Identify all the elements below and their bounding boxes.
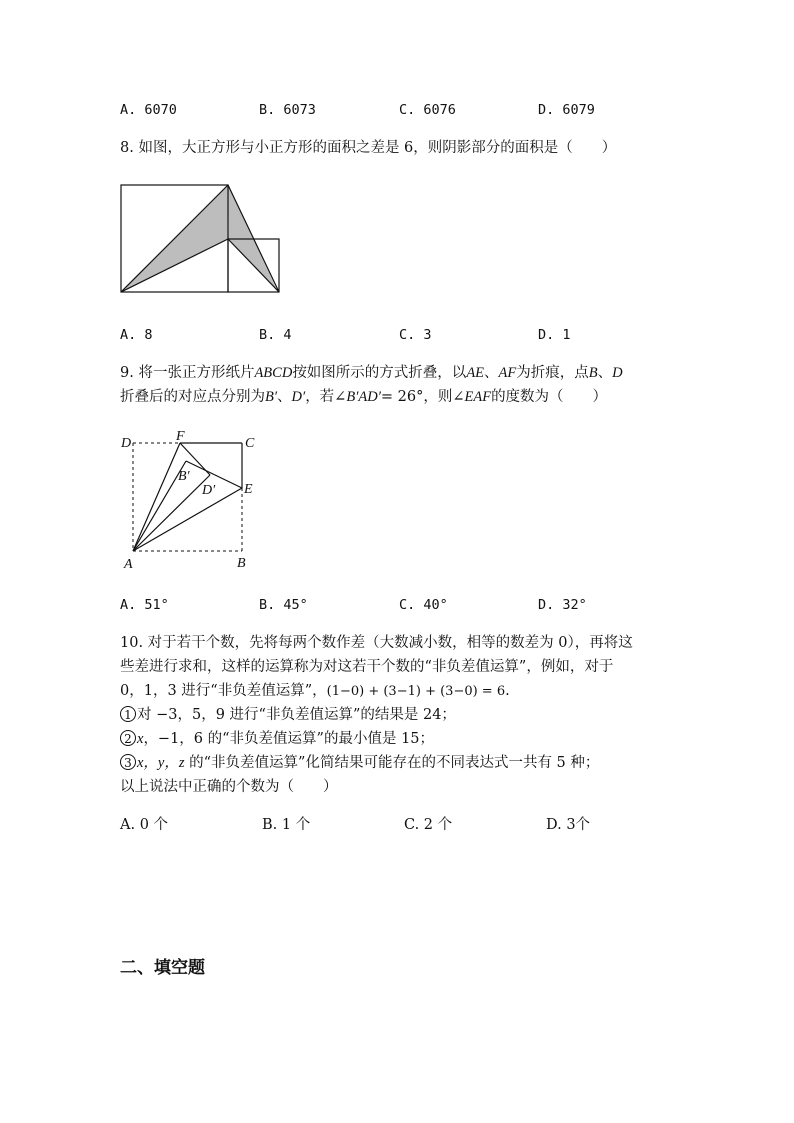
- q7-option-d: D. 6079: [538, 102, 595, 118]
- q8-option-c: C. 3: [399, 327, 432, 343]
- q8-option-d: D. 1: [538, 327, 571, 343]
- q7-option-c: C. 6076: [399, 102, 456, 118]
- q9-label-d-prime: D′: [202, 483, 216, 498]
- q9-figure: [118, 428, 268, 574]
- q8-option-b: B. 4: [259, 327, 292, 343]
- q10-statement-2: 2 x，−1，6 的“非负差值运算”的最小值是 15；: [120, 729, 434, 749]
- circled-number-1: 1: [120, 706, 136, 722]
- q9-option-a: A. 51°: [120, 597, 169, 613]
- q9-option-d: D. 32°: [538, 597, 587, 613]
- q10-option-c: C. 2 个: [404, 817, 453, 833]
- q9-label-f: F: [176, 429, 185, 444]
- q9-fold-af: [133, 443, 180, 551]
- q10-option-b: B. 1 个: [262, 817, 311, 833]
- circled-number-3: 3: [120, 754, 136, 770]
- q10-question: 以上说法中正确的个数为（ ）: [120, 779, 338, 795]
- q10-statement-3: 3 x，y，z 的“非负差值运算”化简结果可能存在的不同表达式一共有 5 种；: [120, 753, 599, 773]
- q9-label-c: C: [245, 436, 255, 451]
- q9-label-b-prime: B′: [178, 469, 190, 484]
- q9-label-a: A: [124, 557, 133, 572]
- q9-label-d: D: [121, 436, 132, 451]
- q10-line2: 些差进行求和，这样的运算称为对这若干个数的“非负差值运算”，例如，对于: [120, 659, 614, 675]
- circled-number-2: 2: [120, 730, 136, 746]
- q9-label-e: E: [244, 482, 253, 497]
- q7-option-a: A. 6070: [120, 102, 177, 118]
- q9-label-b: B: [237, 556, 246, 571]
- q10-option-d: D. 3个: [546, 817, 591, 833]
- q10-line3: 0，1，3 进行“非负差值运算”，(1−0) + (3−1) + (3−0) = 6.: [120, 683, 510, 699]
- q8-figure: [118, 182, 288, 298]
- q8-stem: 8. 如图，大正方形与小正方形的面积之差是 6，则阴影部分的面积是（ ）: [120, 140, 617, 156]
- q7-option-b: B. 6073: [259, 102, 316, 118]
- q9-stem-line2: 折叠后的对应点分别为B′、D′，若∠B′AD′= 26°，则∠EAF的度数为（ ）: [120, 389, 608, 405]
- section-title: 二、填空题: [120, 958, 205, 978]
- q9-option-c: C. 40°: [399, 597, 448, 613]
- q9-stem-line1: 9. 将一张正方形纸片ABCD按如图所示的方式折叠，以AE、AF为折痕，点B、D: [120, 365, 623, 381]
- q10-line1: 10. 对于若干个数，先将每两个数作差（大数减小数，相等的数差为 0），再将这: [120, 635, 633, 651]
- q8-option-a: A. 8: [120, 327, 153, 343]
- q10-option-a: A. 0 个: [120, 817, 169, 833]
- q10-statement-1: 1 对 −3，5，9 进行“非负差值运算”的结果是 24；: [120, 705, 456, 725]
- q9-option-b: B. 45°: [259, 597, 308, 613]
